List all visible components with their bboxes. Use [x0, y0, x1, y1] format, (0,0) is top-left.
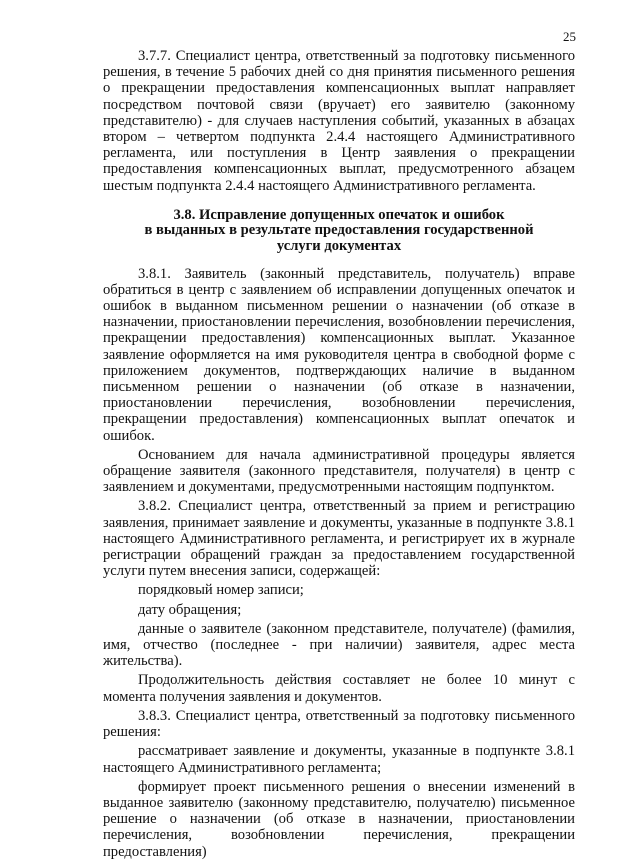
list-item-record-number: порядковый номер записи; [138, 582, 304, 599]
paragraph-duration: Продолжительность действия составляет не более 10 минут с момента получения заявления и документов. [103, 672, 575, 705]
section-heading-3-8 [103, 208, 575, 255]
page-number: 25 [563, 29, 576, 44]
list-item-draft: формирует проект письменного решения о внесении изменений в выданное заявителю (законному представителю, получателю) письменное решение о назначении (об отказе в назначении, приостановлении перечисления, возобновлении перечисления, прекращении предоставления) [103, 778, 575, 860]
document-body [103, 48, 575, 860]
paragraph-3-8-3: 3.8.3. Специалист центра, ответственный за подготовку письменного решения: [103, 707, 575, 741]
paragraph-3-8-1: 3.8.1. Заявитель (законный представитель, получатель) вправе обратиться в центр с заявлением об исправлении допущенных опечаток и ошибок в выданном письменном решении о назначении (об отказе в назначении, приостановлении перечисления, возобновлении перечисления, прекращении предоставления) компенсационных выплат. Указанное заявление оформляется на имя руководителя центра в свободной форме с приложением документов, подтверждающих наличие в выданном письменном решении о назначении (об отказе в назначении, приостановлении перечисления, возобновлении перечисления, прекращении предоставления) компенсационных выплат опечаток и ошибок. [103, 265, 575, 444]
heading-line: в выданных в результате предоставления государственной [144, 222, 534, 239]
paragraph-3-7-7: 3.7.7. Специалист центра, ответственный за подготовку письменного решения, в течение 5 рабочих дней со дня принятия письменного решения о прекращении предоставления компенсационных выплат направляет посредством почтовой связи (вручает) его заявителю (законному представителю) - для случаев наступления событий, указанных в абзацах втором – четвертом подпункта 2.4.4 настоящего Административного регламента, или поступления в Центр заявления о прекращении предоставления компенсационных выплат, предусмотренного абзацем шестым подпункта 2.4.4 настоящего Административного регламента. [103, 48, 575, 194]
list-item-review: рассматривает заявление и документы, указанные в подпункте 3.8.1 настоящего Административного регламента; [103, 743, 575, 776]
list-item-date: дату обращения; [138, 601, 242, 618]
paragraph-3-8-2: 3.8.2. Специалист центра, ответственный за прием и регистрацию заявления, принимает заявление и документы, указанные в подпункте 3.8.1 настоящего Административного регламента, и регистрирует их в журнале регистрации обращений граждан за предоставлением государственной услуги путем внесения записи, содержащей: [103, 498, 575, 580]
list-item-applicant-data: данные о заявителе (законном представителе, получателе) (фамилия, имя, отчество (последнее - при наличии) заявителя, адрес места жительства). [103, 620, 575, 670]
heading-line: 3.8. Исправление допущенных опечаток и ошибок [173, 206, 505, 223]
paragraph-basis: Основанием для начала административной процедуры является обращение заявителя (законного представителя, получателя) в центр с заявлением и документами, предусмотренными настоящим подпунктом. [103, 446, 575, 496]
heading-line: услуги документах [276, 238, 402, 255]
